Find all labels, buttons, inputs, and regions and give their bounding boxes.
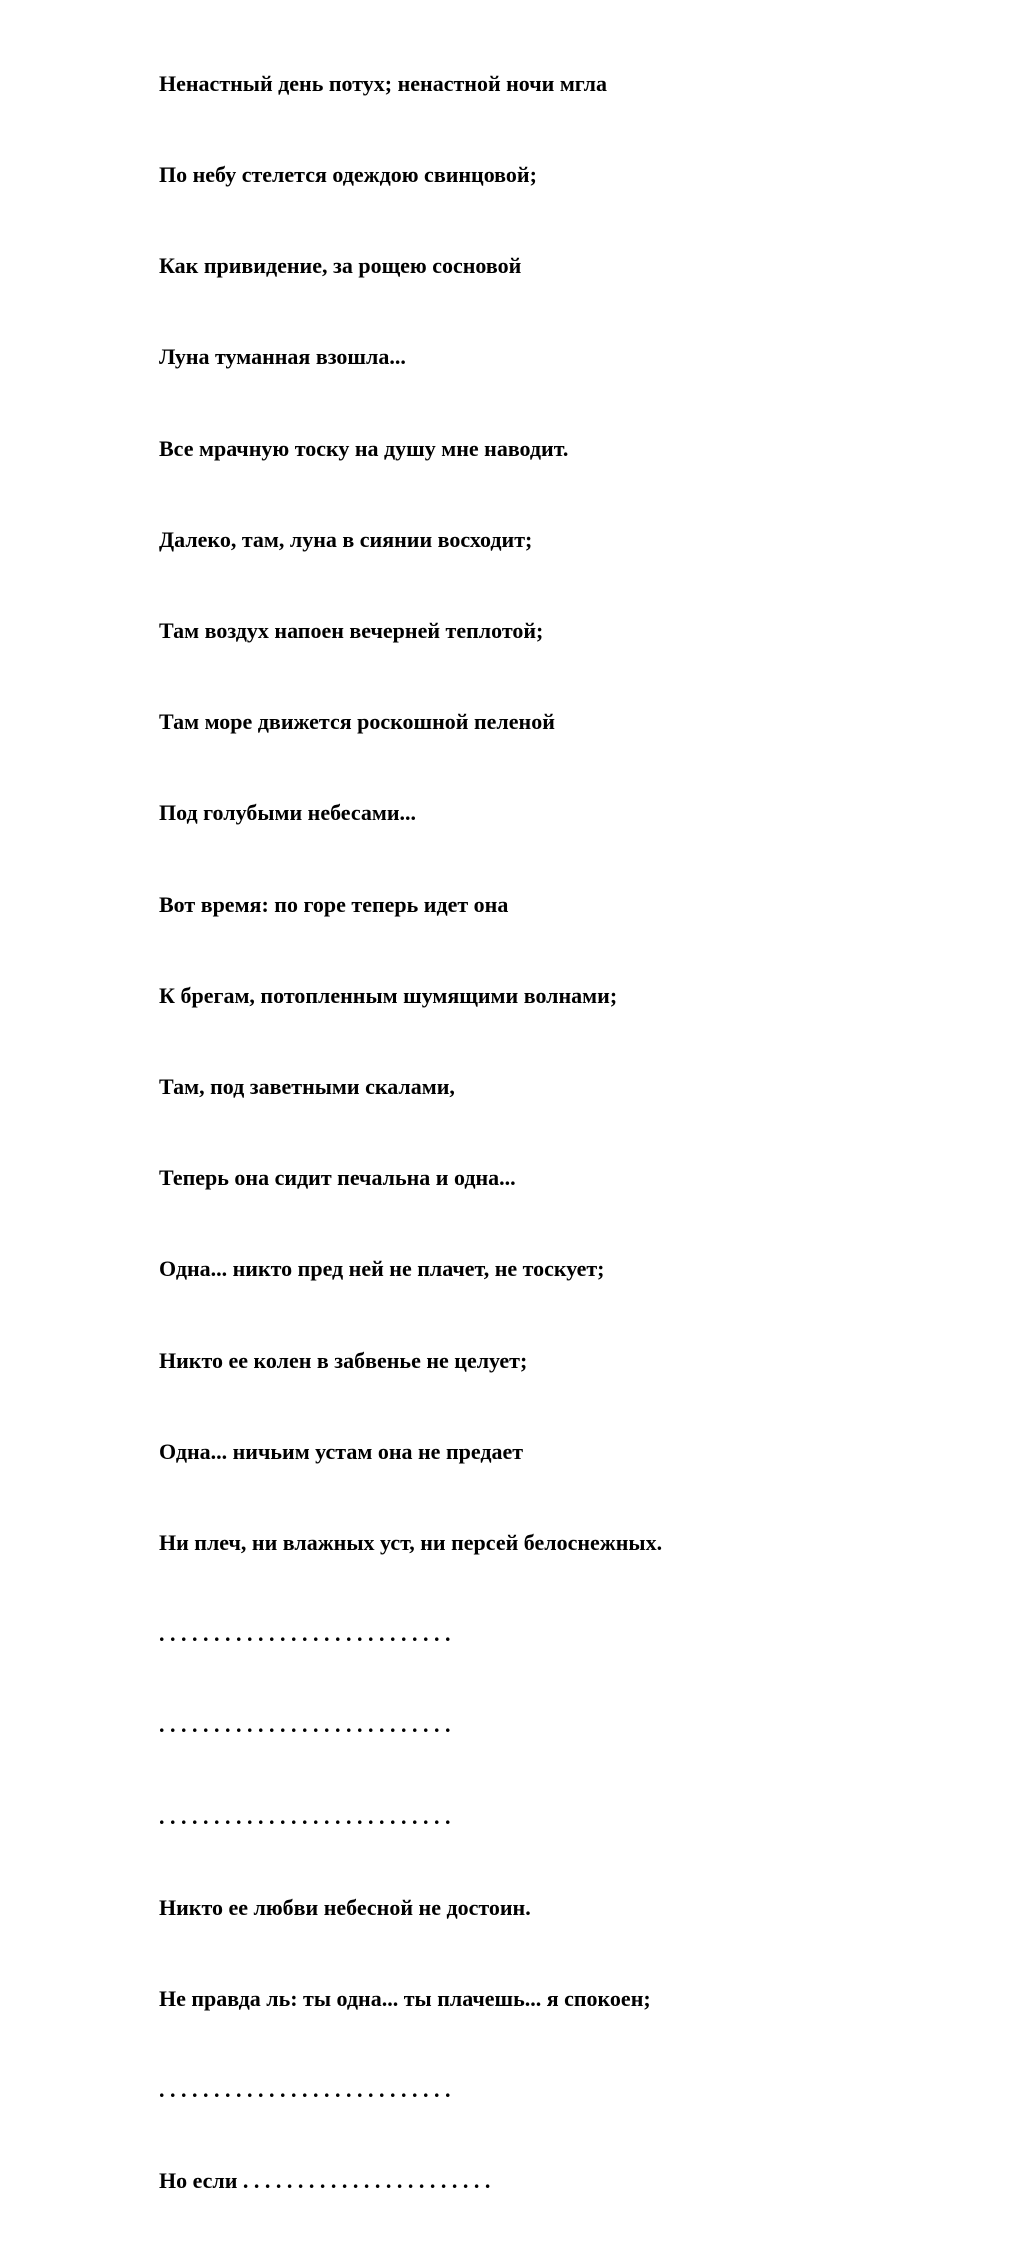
poem-ellipsis-line: . . . . . . . . . . . . . . . . . . . . . . . . . . . bbox=[159, 1712, 451, 1738]
poem-ellipsis-line: . . . . . . . . . . . . . . . . . . . . . . . . . . . bbox=[159, 2077, 451, 2103]
poem-line: Не правда ль: ты одна... ты плачешь... я спокоен; bbox=[159, 1986, 651, 2012]
poem-line: Теперь она сидит печальна и одна... bbox=[159, 1165, 516, 1191]
poem-line: Никто ее колен в забвенье не целует; bbox=[159, 1347, 528, 1373]
poem-line: Одна... ничьим устам она не предает bbox=[159, 1438, 524, 1464]
poem-line: Ни плеч, ни влажных уст, ни персей белоснежных. bbox=[159, 1530, 663, 1556]
poem-line: Там воздух напоен вечерней теплотой; bbox=[159, 618, 544, 644]
poem-line: Под голубыми небесами... bbox=[159, 800, 417, 826]
poem-ellipsis-line: . . . . . . . . . . . . . . . . . . . . . . . . . . . bbox=[159, 1621, 451, 1647]
poem-line: Там море движется роскошной пеленой bbox=[159, 709, 555, 735]
poem-line: Там, под заветными скалами, bbox=[159, 1074, 455, 1100]
poem-line: Ненастный день потух; ненастной ночи мгла bbox=[159, 70, 608, 96]
poem-line: Но если . . . . . . . . . . . . . . . . . . . . . . . bbox=[159, 2168, 491, 2194]
poem-ellipsis-line: . . . . . . . . . . . . . . . . . . . . . . . . . . . bbox=[159, 1803, 451, 1829]
poem-line: Все мрачную тоску на душу мне наводит. bbox=[159, 435, 569, 461]
poem-line: Далеко, там, луна в сиянии восходит; bbox=[159, 526, 533, 552]
poem-line: К брегам, потопленным шумящими волнами; bbox=[159, 982, 618, 1008]
poem-line: Луна туманная взошла... bbox=[159, 344, 406, 370]
poem-line: По небу стелется одеждою свинцовой; bbox=[159, 162, 537, 188]
poem-line: Одна... никто пред ней не плачет, не тоскует; bbox=[159, 1256, 605, 1282]
poem-line: Как привидение, за рощею сосновой bbox=[159, 253, 522, 279]
poem-text bbox=[159, 8, 662, 2258]
poem-line: Никто ее любви небесной не достоин. bbox=[159, 1894, 531, 1920]
poem-line: Вот время: по горе теперь идет она bbox=[159, 891, 509, 917]
